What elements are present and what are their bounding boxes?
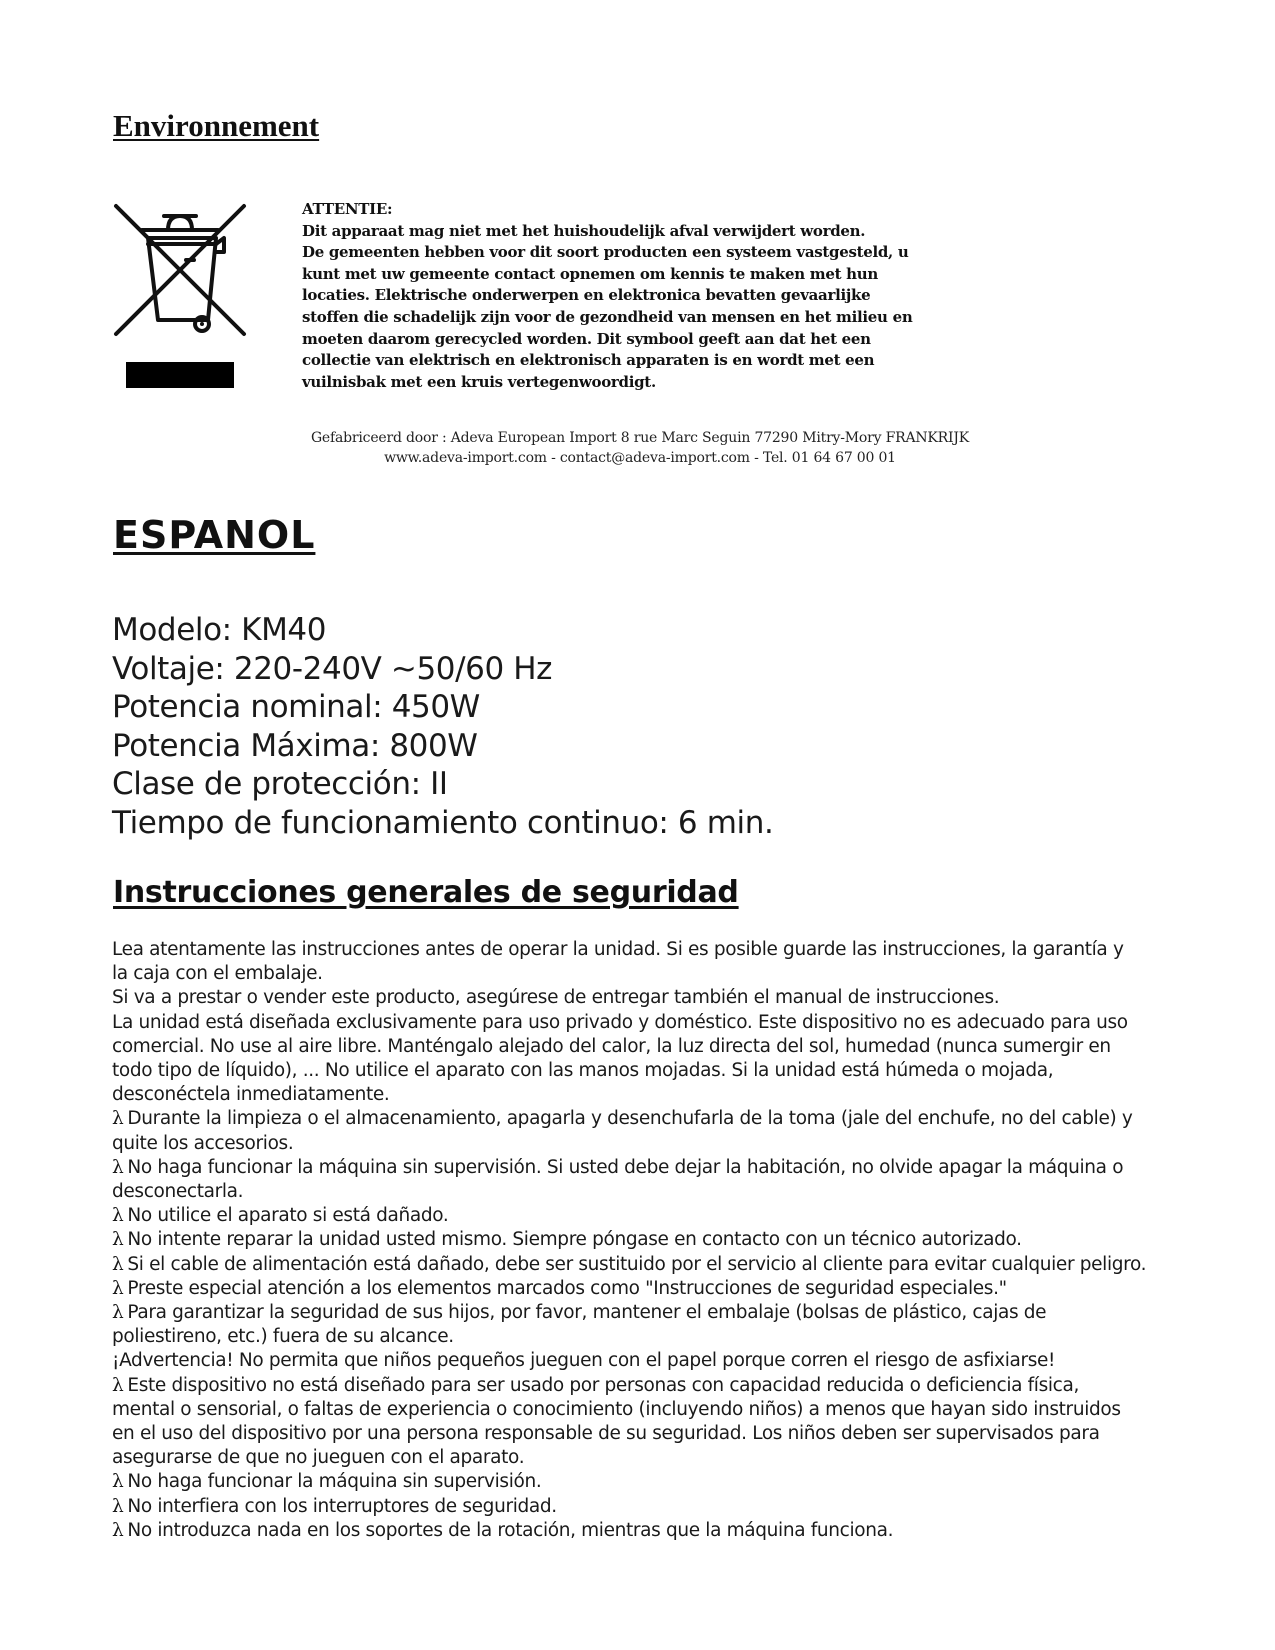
text-line [112, 1277, 1172, 1301]
line-text: Lea atentamente las instrucciones antes de operar la unidad. Si es posible guarde las instrucciones, la garantía y [112, 939, 1124, 960]
bullet-item [112, 1374, 1172, 1471]
text-line [112, 1156, 1172, 1180]
line-text: poliestireno, etc.) fuera de su alcance. [112, 1326, 454, 1348]
attentie-line: locaties. Elektrische onderwerpen en elektronica bevatten gevaarlijke [302, 286, 871, 305]
text-line [112, 1470, 1172, 1494]
lambda-bullet-icon: λ [112, 1253, 124, 1275]
lambda-bullet-icon: λ [112, 1229, 124, 1251]
line-text: ¡Advertencia! No permita que niños pequeños jueguen con el papel porque corren el riesgo de asfixiarse! [112, 1350, 1056, 1372]
bullet-item [112, 1107, 1172, 1155]
text-line [112, 938, 1172, 962]
paragraph [112, 1349, 1172, 1373]
text-line [112, 1011, 1172, 1035]
bullet-item [112, 1277, 1172, 1301]
attentie-line: ATTENTIE: [302, 200, 393, 218]
line-text: todo tipo de líquido), ... No utilice el aparato con las manos mojadas. Si la unidad está húmeda o mojada, [112, 1060, 1054, 1082]
line-text: desconéctela inmediatamente. [112, 1084, 390, 1106]
text-line [112, 1519, 1172, 1543]
line-text: No utilice el aparato si está dañado. [127, 1205, 449, 1227]
text-line [112, 1204, 1172, 1228]
line-text: comercial. No use al aire libre. Manténgalo alejado del calor, la luz directa del sol, humedad (nunca sumergir en [112, 1035, 1111, 1057]
lambda-bullet-icon: λ [112, 1495, 124, 1517]
line-text: Si va a prestar o vender este producto, asegúrese de entregar también el manual de instrucciones. [112, 987, 1000, 1009]
text-line [112, 1107, 1172, 1131]
lambda-bullet-icon: λ [112, 1108, 124, 1130]
attentie-line: De gemeenten hebben voor dit soort producten een systeem vastgesteld, u [302, 243, 909, 262]
attentie-line: vuilnisbak met een kruis vertegenwoordigt. [302, 372, 656, 391]
lambda-bullet-icon: λ [112, 1302, 124, 1324]
line-text: desconectarla. [112, 1181, 244, 1203]
text-line [112, 1180, 1172, 1204]
line-text: La unidad está diseñada exclusivamente para uso privado y doméstico. Este dispositivo no es adecuado para uso [112, 1011, 1128, 1033]
lambda-bullet-icon: λ [112, 1519, 124, 1541]
bullet-item [112, 1156, 1172, 1204]
text-line [112, 1035, 1172, 1059]
bullet-item [112, 1519, 1172, 1543]
line-text: No haga funcionar la máquina sin supervisión. Si usted debe dejar la habitación, no olvide apagar la máquina o [127, 1156, 1124, 1178]
text-line [112, 1253, 1172, 1277]
text-line [112, 1374, 1172, 1398]
line-text: No intente reparar la unidad usted mismo. Siempre póngase en contacto con un técnico autorizado. [127, 1229, 1022, 1251]
spec-nominal-power: Potencia nominal: 450W [112, 689, 480, 725]
safety-instructions-body [112, 938, 1172, 1543]
line-text: Durante la limpieza o el almacenamiento, apagarla y desenchufarla de la toma (jale del enchufe, no del cable) y [127, 1108, 1133, 1130]
text-line [112, 1422, 1172, 1446]
bullet-item [112, 1228, 1172, 1252]
lambda-bullet-icon: λ [112, 1277, 124, 1299]
line-text: No introduzca nada en los soportes de la rotación, mientras que la máquina funciona. [127, 1519, 894, 1541]
attentie-line: kunt met uw gemeente contact opnemen om kennis te maken met hun [302, 264, 878, 283]
text-line [112, 1228, 1172, 1252]
line-text: la caja con el embalaje. [112, 963, 323, 985]
line-text: Este dispositivo no está diseñado para ser usado por personas con capacidad reducida o deficiencia física, [127, 1374, 1079, 1396]
spec-voltage: Voltaje: 220-240V ~50/60 Hz [112, 650, 553, 687]
paragraph [112, 1011, 1172, 1108]
environment-heading: Environnement [113, 108, 320, 143]
manufacturer-info [290, 428, 990, 468]
crossed-out-wheeled-bin-icon [112, 200, 248, 390]
text-line [112, 1325, 1172, 1349]
spec-continuous-time: Tiempo de funcionamiento continuo: 6 min. [112, 804, 774, 841]
text-line [112, 1083, 1172, 1107]
bullet-item [112, 1495, 1172, 1519]
spec-model: Modelo: KM40 [112, 612, 327, 648]
manufacturer-address: Gefabriceerd door : Adeva European Import 8 rue Marc Seguin 77290 Mitry-Mory FRANKRIJK [310, 430, 970, 446]
text-line [112, 1059, 1172, 1083]
bullet-item [112, 1301, 1172, 1349]
line-text: No haga funcionar la máquina sin supervisión. [127, 1471, 542, 1493]
attentie-line: collectie van elektrisch en elektronisch apparaten is en wordt met een [302, 351, 875, 370]
line-text: asegurarse de que no jueguen con el aparato. [112, 1447, 525, 1469]
spec-protection-class: Clase de protección: II [112, 766, 448, 802]
bullet-item [112, 1204, 1172, 1228]
attentie-line: stoffen die schadelijk zijn voor de gezondheid van mensen en het milieu en [302, 307, 913, 326]
lambda-bullet-icon: λ [112, 1205, 124, 1227]
text-line [112, 962, 1172, 986]
lambda-bullet-icon: λ [112, 1471, 124, 1493]
attentie-notice [302, 199, 912, 393]
spec-list [112, 611, 773, 842]
lambda-bullet-icon: λ [112, 1374, 124, 1396]
line-text: No interfiera con los interruptores de seguridad. [127, 1495, 557, 1517]
safety-instructions-title: Instrucciones generales de seguridad [113, 875, 739, 910]
attentie-line: Dit apparaat mag niet met het huishoudelijk afval verwijdert worden. [302, 221, 866, 240]
text-line [112, 1132, 1172, 1156]
attentie-line: moeten daarom gerecycled worden. Dit symbool geeft aan dat het een [302, 329, 871, 348]
line-text: Para garantizar la seguridad de sus hijos, por favor, mantener el embalaje (bolsas de plástico, cajas de [127, 1302, 1047, 1324]
manufacturer-contact: www.adeva-import.com - contact@adeva-import.com - Tel. 01 64 67 00 01 [384, 450, 896, 466]
text-line [112, 1349, 1172, 1373]
text-line [112, 1446, 1172, 1470]
text-line [112, 1495, 1172, 1519]
line-text: quite los accesorios. [112, 1132, 294, 1154]
paragraph [112, 986, 1172, 1010]
bullet-item [112, 1470, 1172, 1494]
line-text: Si el cable de alimentación está dañado, debe ser sustituido por el servicio al cliente para evitar cualquier peligro. [127, 1253, 1147, 1275]
bullet-item [112, 1253, 1172, 1277]
line-text: mental o sensorial, o faltas de experiencia o conocimiento (incluyendo niños) a menos que hayan sido instruidos [112, 1398, 1121, 1420]
paragraph [112, 938, 1172, 986]
text-line [112, 986, 1172, 1010]
line-text: en el uso del dispositivo por una persona responsable de su seguridad. Los niños deben ser supervisados para [112, 1423, 1100, 1445]
espanol-heading: ESPANOL [113, 513, 316, 557]
text-line [112, 1398, 1172, 1422]
lambda-bullet-icon: λ [112, 1156, 124, 1178]
line-text: Preste especial atención a los elementos marcados como "Instrucciones de seguridad especiales." [127, 1277, 1007, 1299]
spec-max-power: Potencia Máxima: 800W [112, 727, 478, 764]
text-line [112, 1301, 1172, 1325]
